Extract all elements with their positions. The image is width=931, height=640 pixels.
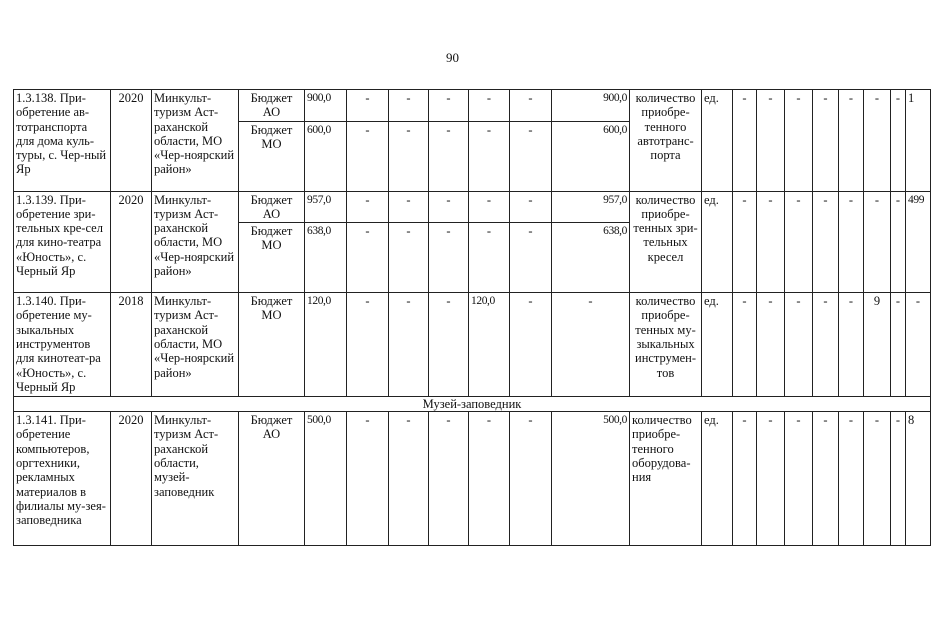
funding-source: Бюджет МО: [239, 121, 305, 191]
indicator-value: -: [839, 412, 864, 546]
unit: ед.: [702, 293, 733, 397]
indicator-value: 499: [906, 191, 931, 293]
total-value: -: [552, 293, 630, 397]
indicator-value: 8: [906, 412, 931, 546]
funding-source: Бюджет МО: [239, 223, 305, 293]
year-value: -: [510, 223, 552, 293]
indicator-value: -: [785, 90, 813, 192]
year-value: 120,0: [469, 293, 510, 397]
year-value: -: [347, 223, 389, 293]
indicator-value: -: [864, 412, 891, 546]
total-value: 638,0: [552, 223, 630, 293]
indicator-value: -: [757, 293, 785, 397]
table-row: [14, 293, 931, 397]
indicator-value: -: [757, 412, 785, 546]
year-value: -: [469, 191, 510, 223]
indicator-value: -: [906, 293, 931, 397]
funding-source: Бюджет АО: [239, 191, 305, 223]
year-value: -: [389, 293, 429, 397]
year-value: -: [389, 121, 429, 191]
indicator: количество приобре-тенных зри-тельных кресел: [630, 191, 702, 293]
executor: Минкульт-туризм Аст-раханской области, МО «Чер-ноярский район»: [152, 191, 239, 293]
year-value: -: [469, 121, 510, 191]
indicator: количество приобре-тенного оборудова-ния: [630, 412, 702, 546]
year: 2020: [111, 412, 152, 546]
table-row: [14, 412, 931, 546]
year-value: -: [429, 293, 469, 397]
amount-value: 957,0: [305, 191, 347, 223]
indicator-value: -: [839, 191, 864, 293]
funding-source: Бюджет АО: [239, 90, 305, 122]
year-value: -: [389, 191, 429, 223]
section-title: Музей-заповедник: [14, 397, 931, 412]
indicator: количество приобре-тенных му-зыкальных инструмен-тов: [630, 293, 702, 397]
indicator-value: -: [813, 90, 839, 192]
measure-name: 1.3.140. При-обретение му-зыкальных инструментов для кинотеат-ра «Юность», с. Черный Яр: [14, 293, 111, 397]
year-value: -: [347, 191, 389, 223]
year-value: -: [429, 223, 469, 293]
total-value: 500,0: [552, 412, 630, 546]
year: 2018: [111, 293, 152, 397]
year-value: -: [469, 223, 510, 293]
indicator-value: -: [839, 90, 864, 192]
indicator-value: 9: [864, 293, 891, 397]
funding-source: Бюджет АО: [239, 412, 305, 546]
year-value: -: [429, 121, 469, 191]
funding-source: Бюджет МО: [239, 293, 305, 397]
indicator-value: -: [839, 293, 864, 397]
indicator-value: -: [891, 90, 906, 192]
year: 2020: [111, 90, 152, 192]
year-value: -: [510, 191, 552, 223]
indicator-value: -: [757, 191, 785, 293]
indicator-value: -: [864, 90, 891, 192]
measure-name: 1.3.138. При-обретение ав-тотранспорта для дома куль-туры, с. Чер-ный Яр: [14, 90, 111, 192]
measure-name: 1.3.141. При-обретение компьютеров, оргтехники, рекламных материалов в филиалы му-зея-заповедника: [14, 412, 111, 546]
amount-value: 500,0: [305, 412, 347, 546]
indicator-value: -: [785, 191, 813, 293]
amount-value: 120,0: [305, 293, 347, 397]
indicator-value: -: [891, 412, 906, 546]
measure-name: 1.3.139. При-обретение зри-тельных кре-сел для кино-театра «Юность», с. Черный Яр: [14, 191, 111, 293]
amount-value: 600,0: [305, 121, 347, 191]
year-value: -: [510, 293, 552, 397]
year-value: -: [347, 412, 389, 546]
year-value: -: [389, 412, 429, 546]
indicator-value: -: [733, 90, 757, 192]
indicator-value: -: [813, 412, 839, 546]
year-value: -: [510, 412, 552, 546]
unit: ед.: [702, 412, 733, 546]
year-value: -: [510, 90, 552, 122]
year-value: -: [347, 121, 389, 191]
total-value: 900,0: [552, 90, 630, 122]
indicator-value: -: [813, 293, 839, 397]
indicator-value: 1: [906, 90, 931, 192]
executor: Минкульт-туризм Аст-раханской области, МО «Чер-ноярский район»: [152, 293, 239, 397]
unit: ед.: [702, 191, 733, 293]
year-value: -: [469, 90, 510, 122]
amount-value: 638,0: [305, 223, 347, 293]
indicator-value: -: [757, 90, 785, 192]
year-value: -: [510, 121, 552, 191]
year-value: -: [347, 293, 389, 397]
indicator-value: -: [785, 412, 813, 546]
year-value: -: [429, 412, 469, 546]
total-value: 957,0: [552, 191, 630, 223]
program-table: [13, 89, 931, 546]
year-value: -: [389, 223, 429, 293]
year-value: -: [347, 90, 389, 122]
total-value: 600,0: [552, 121, 630, 191]
indicator-value: -: [733, 412, 757, 546]
indicator-value: -: [733, 293, 757, 397]
year-value: -: [429, 191, 469, 223]
section-header-row: [14, 397, 931, 412]
executor: Минкульт-туризм Аст-раханской области, МО «Чер-ноярский район»: [152, 90, 239, 192]
year-value: -: [429, 90, 469, 122]
year: 2020: [111, 191, 152, 293]
indicator-value: -: [891, 293, 906, 397]
indicator-value: -: [891, 191, 906, 293]
indicator-value: -: [864, 191, 891, 293]
amount-value: 900,0: [305, 90, 347, 122]
table-row: [14, 191, 931, 223]
executor: Минкульт-туризм Аст-раханской области, музей-заповедник: [152, 412, 239, 546]
indicator-value: -: [785, 293, 813, 397]
year-value: -: [389, 90, 429, 122]
page-number: 90: [446, 50, 459, 65]
unit: ед.: [702, 90, 733, 192]
table-row: [14, 90, 931, 122]
indicator-value: -: [813, 191, 839, 293]
indicator: количество приобре-тенного автотранс-порта: [630, 90, 702, 192]
indicator-value: -: [733, 191, 757, 293]
year-value: -: [469, 412, 510, 546]
